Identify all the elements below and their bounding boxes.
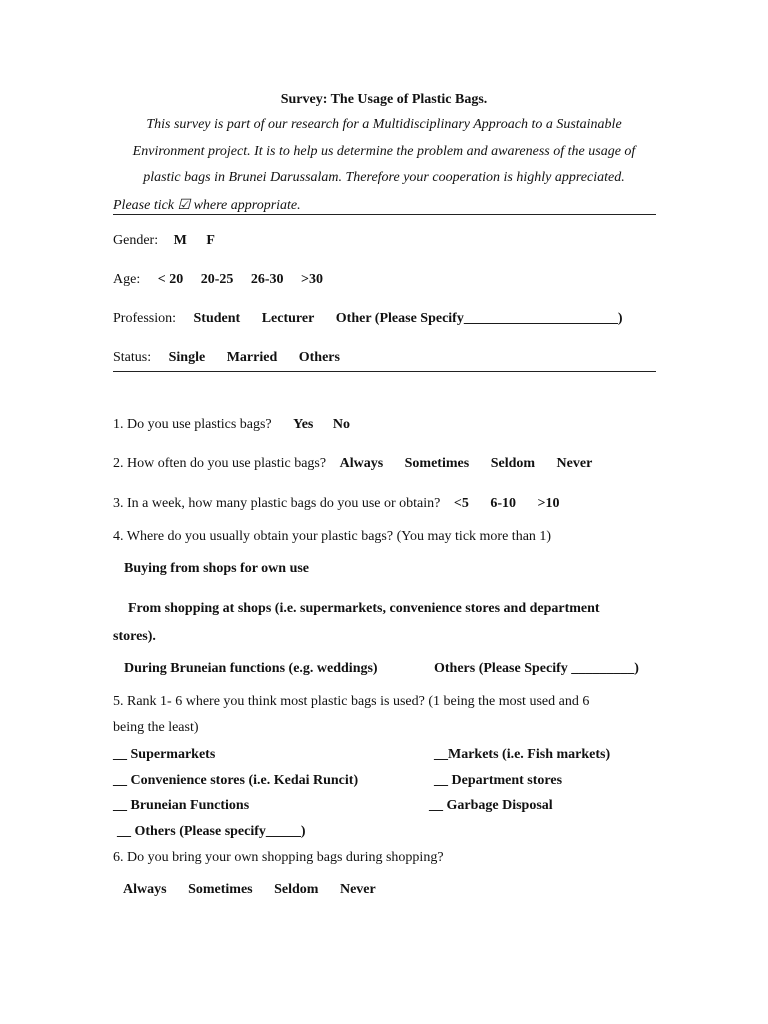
status-row [113,350,340,366]
age-row [113,272,323,288]
q6-option-sometimes[interactable]: Sometimes [188,882,253,897]
question-6-text: 6. Do you bring your own shopping bags during shopping? [113,850,444,865]
q2-option-sometimes[interactable]: Sometimes [404,456,470,471]
profession-option-student[interactable]: Student [193,311,241,326]
profession-option-other[interactable]: Other (Please Specify______________________) [335,311,623,326]
gender-option-m[interactable]: M [173,233,187,248]
question-5-line-2: being the least) [113,720,199,735]
rank-others[interactable]: __ Others (Please specify_____) [117,824,306,839]
age-option-26-30[interactable]: 26-30 [250,272,284,287]
question-2-text: 2. How often do you use plastic bags? [113,456,327,471]
question-2 [113,456,592,472]
age-option-under-20[interactable]: < 20 [157,272,184,287]
profession-option-lecturer[interactable]: Lecturer [261,311,315,326]
question-3-text: 3. In a week, how many plastic bags do you use or obtain? [113,496,441,511]
status-option-single[interactable]: Single [168,350,206,365]
q6-option-always[interactable]: Always [123,882,167,897]
rank-convenience-stores[interactable]: __ Convenience stores (i.e. Kedai Runcit) [113,773,359,788]
q2-option-never[interactable]: Never [556,456,593,471]
question-1 [113,417,350,433]
rank-department-stores[interactable]: __ Department stores [434,773,563,788]
question-3 [113,496,560,512]
age-option-20-25[interactable]: 20-25 [200,272,234,287]
q4-option-shopping-line-2[interactable]: stores). [113,629,156,644]
rank-markets[interactable]: __Markets (i.e. Fish markets) [434,747,611,762]
q1-option-yes[interactable]: Yes [293,417,314,432]
q3-option-over-10[interactable]: >10 [537,496,560,511]
status-option-others[interactable]: Others [298,350,340,365]
status-label: Status: [113,350,152,365]
intro-line-1: This survey is part of our research for a Multidisciplinary Approach to a Sustainable [146,117,622,132]
q2-option-always[interactable]: Always [339,456,384,471]
q6-option-never[interactable]: Never [339,882,376,897]
profession-label: Profession: [113,311,176,326]
rank-bruneian-functions[interactable]: __ Bruneian Functions [113,798,250,813]
q3-option-under-5[interactable]: <5 [453,496,469,511]
tick-instruction: Please tick ☑ where appropriate. [113,198,301,213]
rank-supermarkets[interactable]: __ Supermarkets [113,747,216,762]
rank-garbage-disposal[interactable]: __ Garbage Disposal [429,798,553,813]
profession-row [113,311,623,327]
q4-option-own-use[interactable]: Buying from shops for own use [124,561,310,576]
q6-options [123,882,376,898]
q3-option-6-10[interactable]: 6-10 [490,496,517,511]
age-label: Age: [113,272,141,287]
intro-line-2: Environment project. It is to help us determine the problem and awareness of the usage of [132,144,636,159]
q2-option-seldom[interactable]: Seldom [490,456,536,471]
survey-title: Survey: The Usage of Plastic Bags. [280,92,488,107]
q4-option-functions[interactable]: During Bruneian functions (e.g. weddings) [124,661,378,676]
question-4-text: 4. Where do you usually obtain your plastic bags? (You may tick more than 1) [113,529,552,544]
demographics-divider [113,371,656,372]
gender-row [113,233,215,249]
question-1-text: 1. Do you use plastics bags? [113,417,272,432]
gender-label: Gender: [113,233,159,248]
q6-option-seldom[interactable]: Seldom [274,882,319,897]
q4-option-shopping-line-1[interactable]: From shopping at shops (i.e. supermarkets, convenience stores and department [128,601,600,616]
intro-line-3: plastic bags in Brunei Darussalam. Therefore your cooperation is highly appreciated. [143,170,625,185]
q1-option-no[interactable]: No [332,417,351,432]
question-5-line-1: 5. Rank 1- 6 where you think most plastic bags is used? (1 being the most used and 6 [113,694,590,709]
q4-option-others[interactable]: Others (Please Specify _________) [434,661,639,676]
age-option-over-30[interactable]: >30 [301,272,324,287]
header-divider [113,214,656,215]
status-option-married[interactable]: Married [226,350,278,365]
gender-option-f[interactable]: F [206,233,215,248]
